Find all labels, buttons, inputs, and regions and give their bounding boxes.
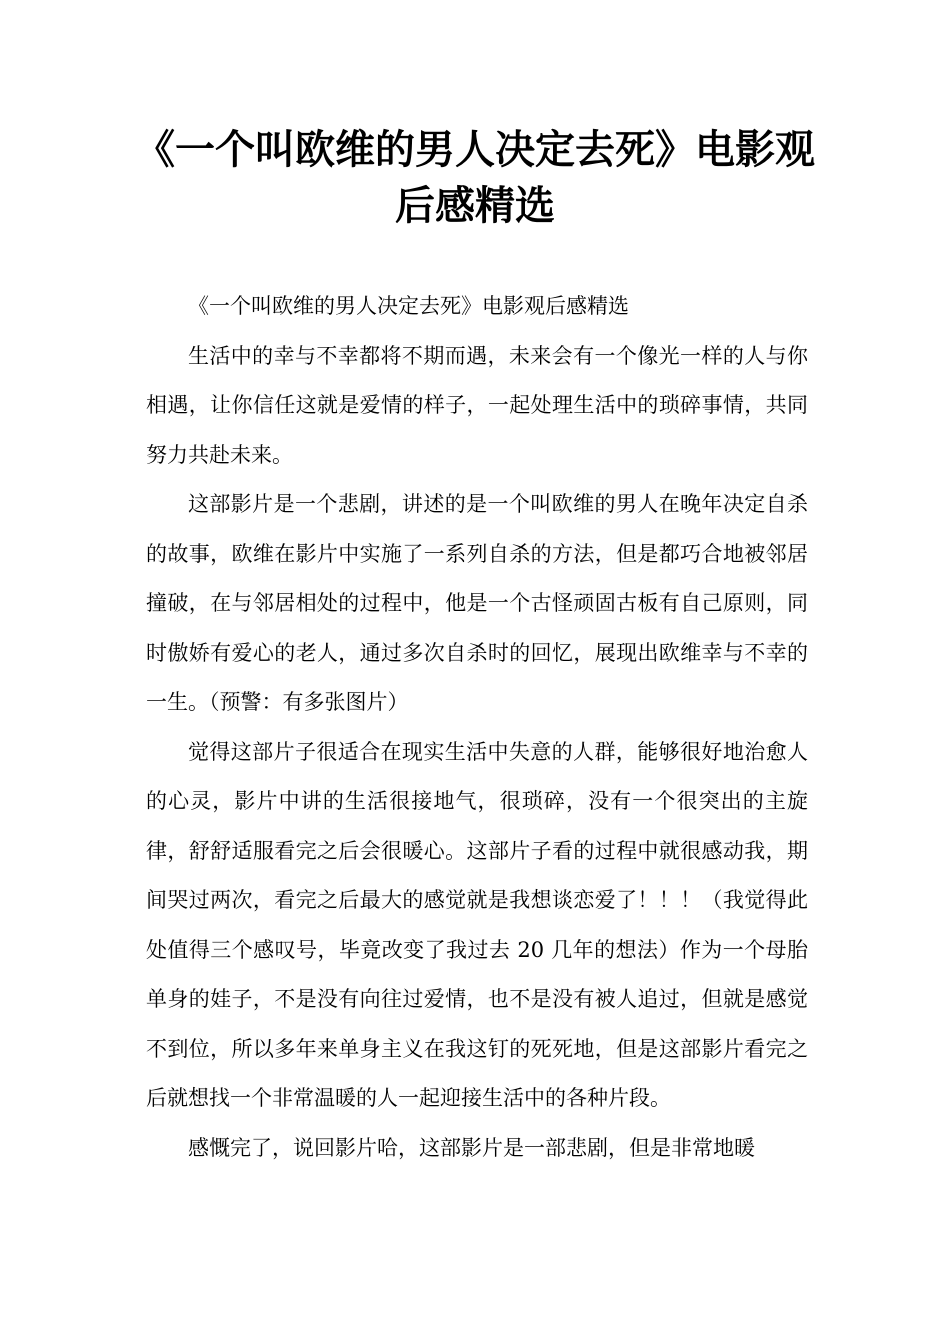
- body-paragraph-4: 感慨完了，说回影片哈，这部影片是一部悲剧，但是非常地暖: [188, 1135, 755, 1160]
- body-paragraph-1: 生活中的幸与不幸都将不期而遇，未来会有一个像光一样的人与你相遇，让你信任这就是爱情的样子，一起处理生活中的琐碎事情，共同努力共赴未来。: [146, 343, 808, 467]
- body-paragraph-3: 觉得这部片子很适合在现实生活中失意的人群，能够很好地治愈人的心灵，影片中讲的生活很接地气，很琐碎，没有一个很突出的主旋律，舒舒适服看完之后会很暖心。这部片子看的过程中就很感动我，期间哭过两次，看完之后最大的感觉就是我想谈恋爱了！！！（我觉得此处值得三个感叹号，毕竟改变了我过去 20 几年的想法）作为一个母胎单身的娃子，不是没有向往过爱情，也不是没有被人追过，但就是感觉不到位，所以多年来单身主义在我这钉的死死地，但是这部影片看完之后就想找一个非常温暖的人一起迎接生活中的各种片段。: [146, 739, 808, 1110]
- document-body: [146, 282, 808, 1173]
- body-paragraph-2: 这部影片是一个悲剧，讲述的是一个叫欧维的男人在晚年决定自杀的故事，欧维在影片中实施了一系列自杀的方法，但是都巧合地被邻居撞破，在与邻居相处的过程中，他是一个古怪顽固古板有自己原则，同时傲娇有爱心的老人，通过多次自杀时的回忆，展现出欧维幸与不幸的一生。（预警：有多张图片）: [146, 492, 808, 714]
- title-line-2: 后感精选: [395, 183, 555, 229]
- title-line-1: 《一个叫欧维的男人决定去死》电影观: [135, 127, 815, 173]
- document-title: [120, 122, 830, 234]
- subtitle-paragraph: 《一个叫欧维的男人决定去死》电影观后感精选: [188, 294, 629, 318]
